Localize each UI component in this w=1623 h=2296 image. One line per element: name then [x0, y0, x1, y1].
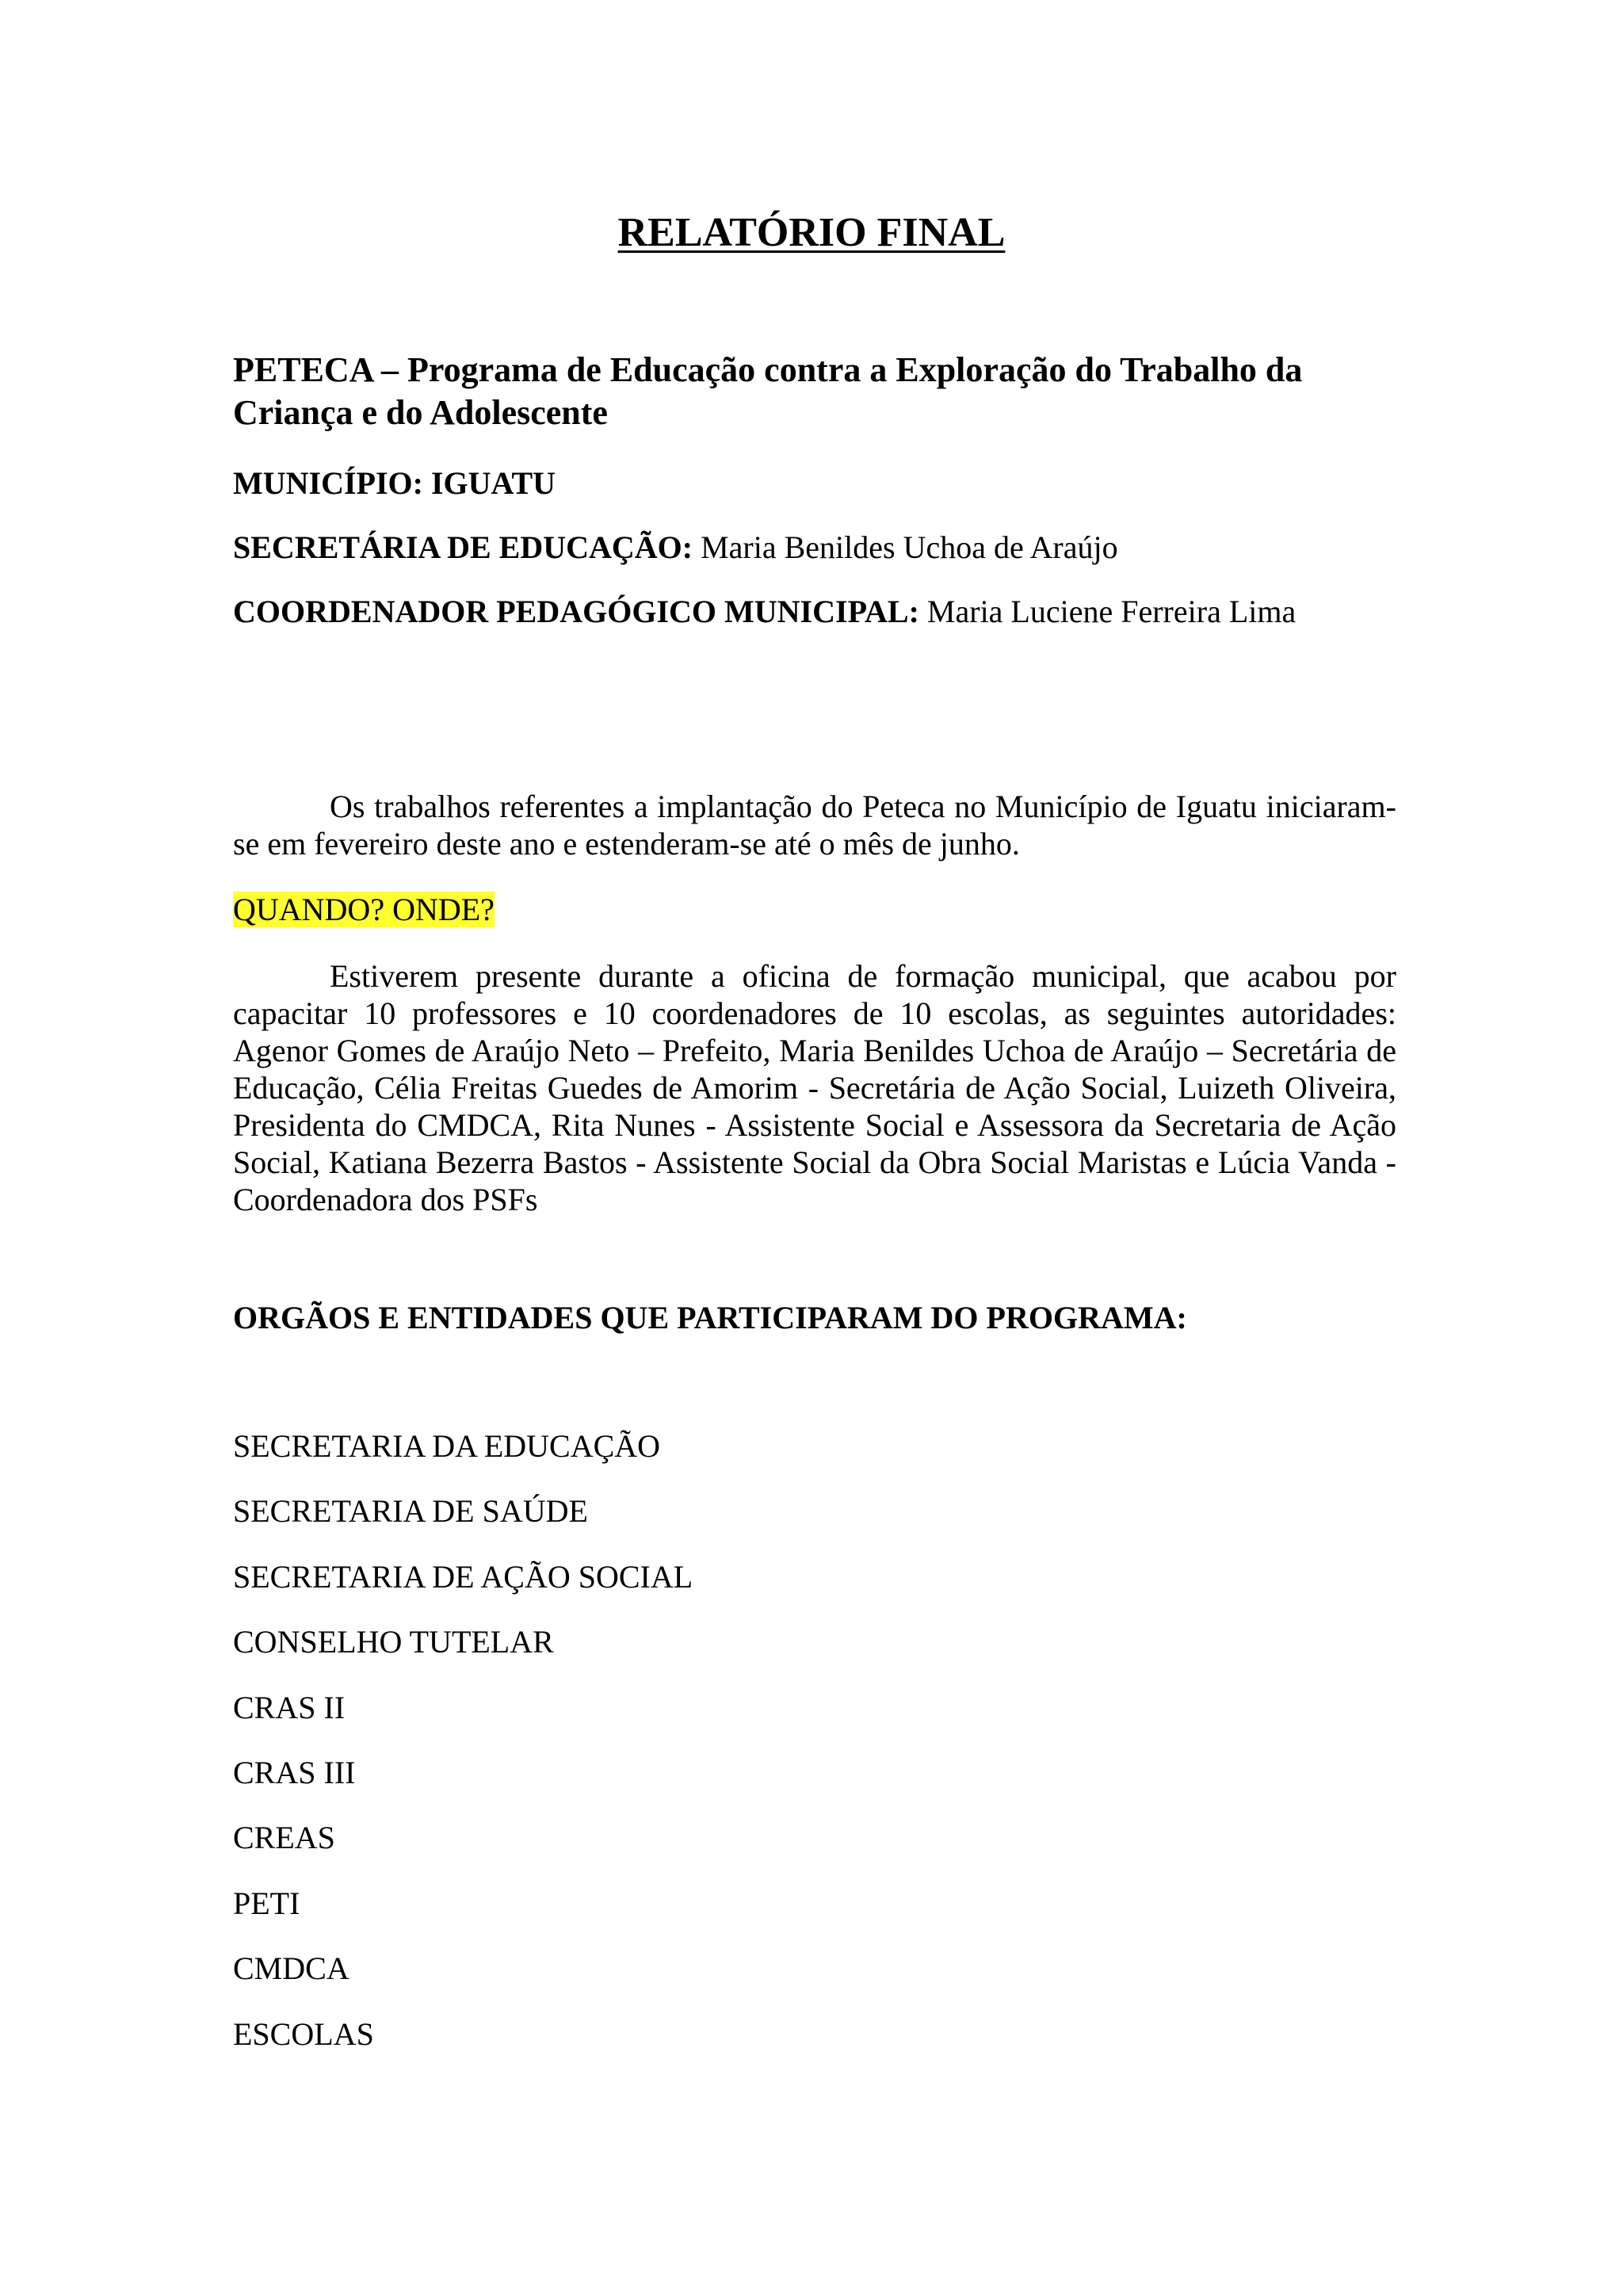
program-title: PETECA – Programa de Educação contra a Exploração do Trabalho da Criança e do Adolescente: [233, 350, 1303, 432]
org-item: SECRETARIA DE AÇÃO SOCIAL: [233, 1558, 693, 1595]
paragraph-autoridades: Estiverem presente durante a oficina de formação municipal, que acabou por capacitar 10 professores e 10 coordenadores de 10 escolas, as seguintes autoridades: Agenor Gomes de Araújo Neto – Prefeito, Maria Benildes Uchoa de Araújo – Secretária de Educação, Célia Freitas Guedes de Amorim - Secretária de Ação Social, Luizeth Oliveira, Presidenta do CMDCA, Rita Nunes - Assistente Social e Assessora da Secretaria de Ação Social, Katiana Bezerra Bastos - Assistente Social da Obra Social Maristas e Lúcia Vanda - Coordenadora dos PSFs: [233, 958, 1396, 1217]
orgs-list: [233, 1427, 693, 2080]
highlight-note: QUANDO? ONDE?: [233, 892, 495, 927]
document-title: [0, 208, 1623, 258]
coordenador-line: [233, 592, 1396, 632]
document-title-text: RELATÓRIO FINAL: [617, 210, 1006, 255]
org-item: CRAS II: [233, 1689, 346, 1725]
highlight-note-line: [233, 890, 1396, 930]
paragraph-implantacao: Os trabalhos referentes a implantação do Peteca no Município de Iguatu iniciaram-se em fevereiro deste ano e estenderam-se até o mês de junho.: [233, 789, 1396, 861]
municipio-line: [233, 464, 1396, 503]
coordenador-label: COORDENADOR PEDAGÓGICO MUNICIPAL:: [233, 594, 919, 629]
org-item: CREAS: [233, 1820, 335, 1856]
coordenador-value: Maria Luciene Ferreira Lima: [926, 594, 1296, 629]
municipio-label: MUNICÍPIO: IGUATU: [233, 465, 556, 501]
org-item: ESCOLAS: [233, 2015, 374, 2052]
org-item: SECRETARIA DE SAÚDE: [233, 1493, 588, 1530]
org-item: SECRETARIA DA EDUCAÇÃO: [233, 1428, 661, 1464]
org-item: PETI: [233, 1885, 300, 1921]
org-item: CONSELHO TUTELAR: [233, 1624, 554, 1660]
org-item: CRAS III: [233, 1754, 356, 1790]
secretaria-line: [233, 528, 1396, 567]
secretaria-value: Maria Benildes Uchoa de Araújo: [701, 529, 1118, 565]
org-item: CMDCA: [233, 1950, 349, 1987]
secretaria-label: SECRETÁRIA DE EDUCAÇÃO:: [233, 529, 693, 565]
orgs-heading: ORGÃOS E ENTIDADES QUE PARTICIPARAM DO PROGRAMA:: [233, 1300, 1187, 1335]
